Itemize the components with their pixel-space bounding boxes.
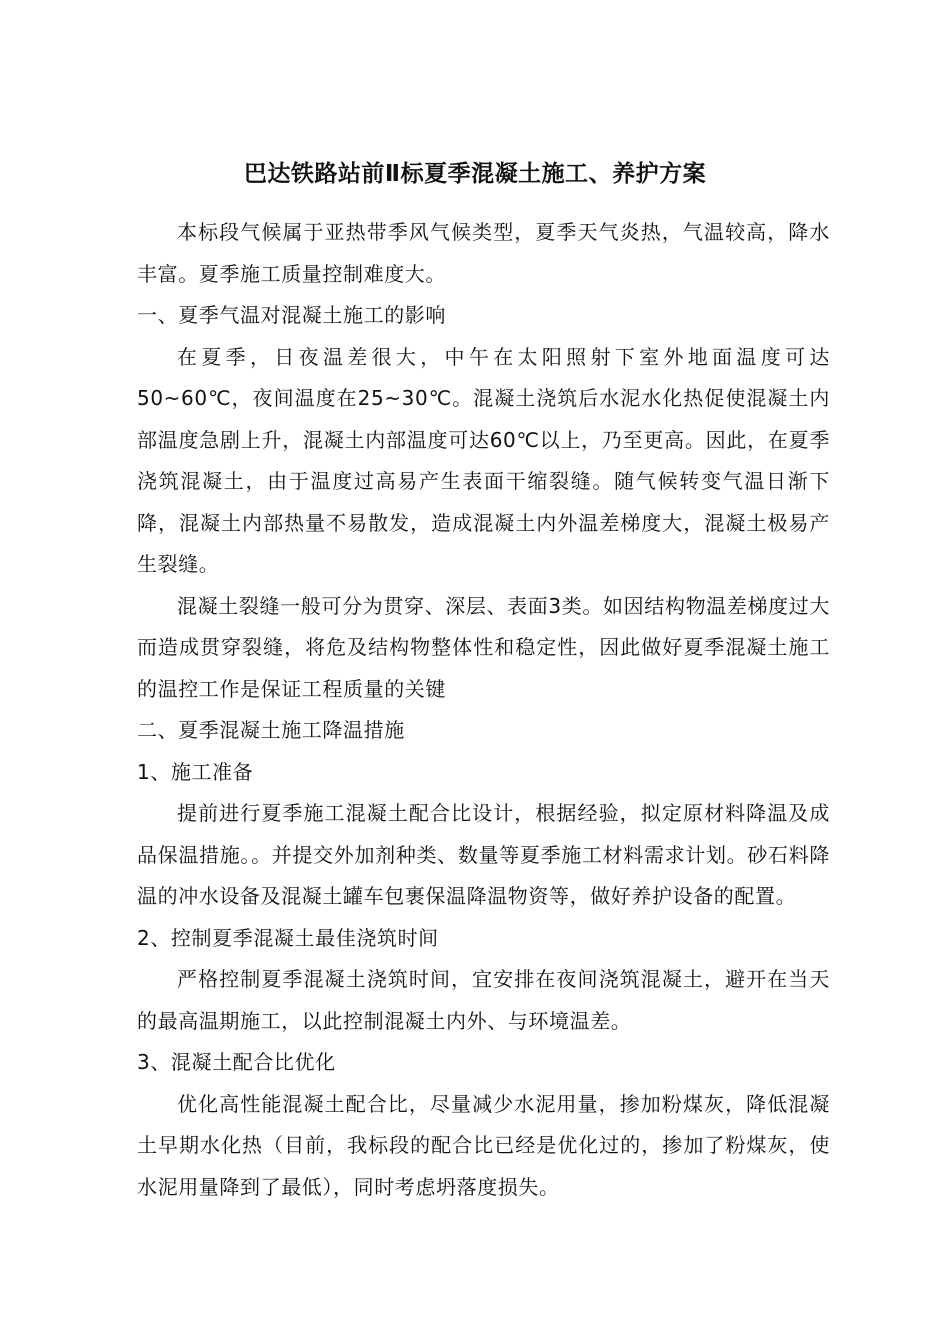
subsection-2-paragraph: 严格控制夏季混凝土浇筑时间，宜安排在夜间浇筑混凝土，避开在当天的最高温期施工，以此控制混凝土内外、与环境温差。: [137, 967, 830, 1033]
section-2-heading: 二、夏季混凝土施工降温措施: [137, 718, 405, 742]
subsection-3-paragraph: 优化高性能混凝土配合比，尽量减少水泥用量，掺加粉煤灰，降低混凝土早期水化热（目前，我标段的配合比已经是优化过的，掺加了粉煤灰，使水泥用量降到了最低），同时考虑坍落度损失。: [137, 1091, 830, 1199]
intro-paragraph: 本标段气候属于亚热带季风气候类型，夏季天气炎热，气温较高，降水丰富。夏季施工质量控制难度大。: [137, 220, 830, 286]
section-1-paragraph-1: 在夏季，日夜温差很大，中午在太阳照射下室外地面温度可达50~60℃，夜间温度在25~30℃。混凝土浇筑后水泥水化热促使混凝土内部温度急剧上升，混凝土内部温度可达60℃以上，乃至更高。因此，在夏季浇筑混凝土，由于温度过高易产生表面干缩裂缝。随气候转变气温日渐下降，混凝土内部热量不易散发，造成混凝土内外温差梯度大，混凝土极易产生裂缝。: [137, 344, 830, 576]
document-body: [137, 212, 830, 1208]
subsection-1-paragraph: 提前进行夏季施工混凝土配合比设计，根据经验，拟定原材料降温及成品保温措施。。并提交外加剂种类、数量等夏季施工材料需求计划。砂石料降温的冲水设备及混凝土罐车包裹保温降温物资等，做好养护设备的配置。: [137, 801, 830, 908]
section-1-paragraph-2: 混凝土裂缝一般可分为贯穿、深层、表面3类。如因结构物温差梯度过大而造成贯穿裂缝，将危及结构物整体性和稳定性，因此做好夏季混凝土施工的温控工作是保证工程质量的关键: [137, 593, 830, 701]
subsection-1-heading: 1、施工准备: [137, 759, 254, 784]
subsection-2-heading: 2、控制夏季混凝土最佳浇筑时间: [137, 925, 439, 950]
document-title: 巴达铁路站前Ⅱ标夏季混凝土施工、养护方案: [243, 161, 707, 187]
subsection-3-heading: 3、混凝土配合比优化: [137, 1050, 336, 1074]
section-1-heading: 一、夏季气温对混凝土施工的影响: [137, 303, 446, 327]
